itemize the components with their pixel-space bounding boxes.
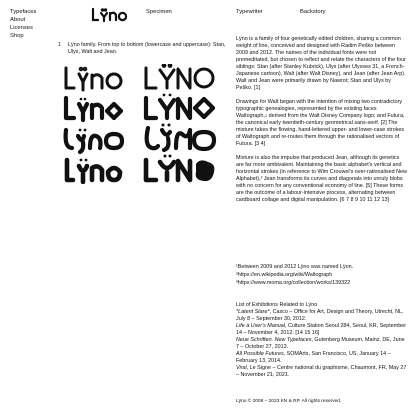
nav-about[interactable]: About — [10, 17, 26, 23]
site-nav — [10, 9, 70, 41]
specimen-artwork — [62, 64, 222, 184]
article-body — [236, 36, 408, 211]
exhibition-item: *Latent Stare*, Casco – Office for Art, Design and Theory, Utrecht, NL, July 8 – September 30, 2012. — [236, 309, 404, 322]
figure-number: 1 — [58, 42, 61, 48]
top-link-specimen[interactable]: Specimen — [146, 9, 172, 15]
figure-caption-text: Lÿno family. From top to bottom (lowercase and uppercase): Stan, Ulys, Walt and Jean. — [68, 42, 226, 55]
exhibition-item: Viral, Le Signe – Centre national du graphisme, Chaumont, FR, May 27 – November 21, 2021. — [236, 365, 407, 378]
logo-mark — [90, 7, 130, 23]
nav-shop[interactable]: Shop — [10, 33, 24, 39]
footnote-3-link[interactable]: ³https://www.moma.org/collection/works/139322 — [236, 280, 351, 286]
specimen-row-ulys — [66, 98, 213, 120]
top-link-typewriter[interactable]: Typewriter — [236, 9, 263, 15]
footnotes — [236, 264, 408, 288]
nav-licenses[interactable]: Licenses — [10, 25, 33, 31]
article-paragraph-1: Lÿno is a family of four genetically edited children, sharing a common weight of line, conceived and designed with Radim Peško between 2009 and 2012. The names of the individual fonts were not premeditated, but chosen to reflect and relate the characters of the four siblings: Stan (after Stanley Kubrick), Ulys (after Ulysses 31, a French-Japanese cartoon), Walt (after Walt Disney), and Jean (after Jean Arp). Walt and Jean were primarily drawn by Nawrot; Stan and Ulys by Peško. [1] — [236, 36, 406, 91]
article-paragraph-2: Drawings for Walt began with the intention of mixing two contradictory typographic genealogies, represented by the existing faces Waltograph,$^1$ derived from the Walt Disney Company logo; and Futura, the canonical early twentieth-century geometrical sans-serif. [2] The mixture takes the flowing, hand-lettered upper- and lower-case strokes of Waltograph and re-routes them through the rationalised vectors of Futura. [3 4] — [236, 99, 405, 147]
specimen-row-stan — [66, 65, 213, 90]
exhibitions-title: List of Exhibitions Related to Lÿno — [236, 302, 318, 308]
specimen-row-jean — [67, 160, 190, 182]
site-logo[interactable] — [90, 7, 130, 23]
article-paragraph-3: Mixture is also the impulse that produced Jean, although its genetics are far more ambivalent. Maintaining the basic alphabet's vertical and horizontal strokes (in reference to Wim Crouwel's over-rationalised New Alphabet),² Jean transforms its curves and diagonals into unruly blobs with no concern for any conventional economy of line. [5] These forms are the outcome of a labour-intensive process, alternating between cardboard collage and digital manipulation. [6 7 8 9 10 11 12 13] — [236, 155, 407, 203]
footnote-2-link[interactable]: ²https://en.wikipedia.org/wiki/Waltograph — [236, 272, 333, 278]
specimen-row-walt — [66, 128, 214, 152]
exhibition-item: All Possible Futures, SOMArts, San Francisco, US, January 14 – February 13, 2014. — [236, 351, 391, 364]
nav-typefaces[interactable]: Typefaces — [10, 9, 37, 15]
top-link-backstory[interactable]: Backstory — [300, 9, 326, 15]
footnote-marker[interactable]: 1 — [264, 113, 268, 118]
exhibitions-list — [236, 302, 408, 379]
exhibition-item: Neue Schriften. New Typefaces, Gutenberg Museum, Mainz, DE, June 7 – October 27, 2013. — [236, 337, 405, 350]
footnote-1: ¹Between 2009 and 2012 Lÿno was named Lÿon. — [236, 264, 354, 270]
specimen-image — [62, 64, 222, 184]
site-footer: Lÿno © 2009 – 2023 KN & RP. All rights reserved. — [236, 399, 342, 404]
exhibition-item: Life à User's Manual, Culture Station Seoul 284, Seoul, KR, September 14 – November 4, 2012. [14 15 16] — [236, 323, 407, 336]
